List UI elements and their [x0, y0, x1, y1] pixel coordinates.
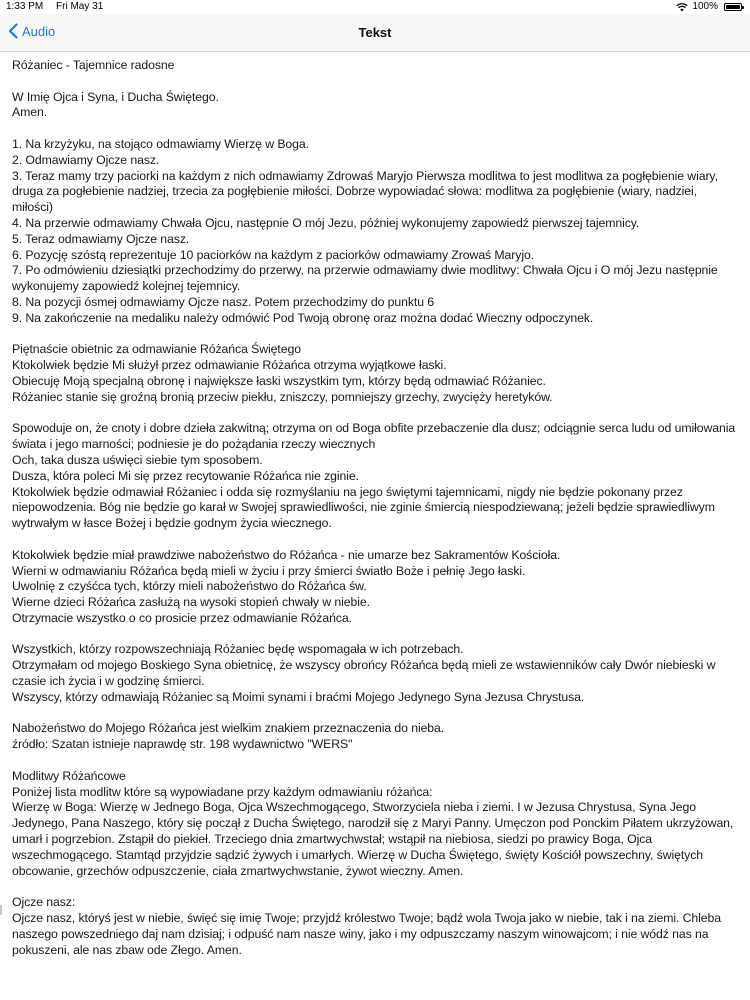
text-line: Ojcze nasz: — [12, 895, 76, 910]
text-paragraph — [12, 721, 740, 753]
page-title: Tekst — [358, 25, 392, 40]
text-line: Wszyscy, którzy odmawiają Różaniec są Moimi synami i braćmi Mojego Jedynego Syna Jezusa Chrystusa. — [12, 689, 585, 704]
scroll-edge-marker — [0, 905, 2, 915]
text-line: Ktokolwiek będzie miał prawdziwe nabożeństwo do Różańca - nie umarze bez Sakramentów Kościoła. — [12, 547, 561, 562]
text-line: 8. Na pozycji ósmej odmawiamy Ojcze nasz. Potem przechodzimy do punktu 6 — [12, 294, 435, 309]
text-line: 3. Teraz mamy trzy paciorki na każdym z nich odmawiamy Zdrowaś Maryjo Pierwsza modlitwa to jest modlitwa za pogłębienie wiary, druga za pogłebienie nadziej, trzecia za pogłębienie miłości. Dobrze wypowiadać słowa: modlitwa za pogłębienie (wiary, nadziei, miłości) — [12, 168, 718, 215]
status-right — [676, 0, 742, 14]
back-button-label: Audio — [22, 23, 56, 39]
text-paragraph — [12, 895, 740, 958]
text-line: Wierni w odmawianiu Różańca będą mieli w życiu i przy śmierci światło Boże i pełnię Jego łaski. — [12, 563, 526, 578]
text-line: źródło: Szatan istnieje naprawdę str. 198 wydawnictwo "WERS" — [12, 737, 353, 752]
text-line: Otrzymacie wszystko o co prosicie przez odmawianie Różańca. — [12, 610, 352, 625]
text-paragraph — [12, 137, 740, 327]
text-line: Wierne dzieci Różańca zasłużą na wysoki stopień chwały w niebie. — [12, 595, 370, 610]
text-line: 1. Na krzyżyku, na stojąco odmawiamy Wierzę w Boga. — [12, 136, 309, 151]
text-paragraph — [12, 548, 740, 627]
battery-percent: 100% — [692, 1, 718, 12]
navigation-bar — [0, 14, 750, 52]
text-content[interactable] — [12, 58, 740, 974]
text-line: Spowoduje on, że cnoty i dobre dzieła zakwitną; otrzyma on od Boga obfite przebaczenie dla dusz; odciągnie serca ludu od umiłowania świata i jego marności; podniesie je do pożądania rzeczy wiecznych — [12, 421, 736, 452]
text-paragraph — [12, 642, 740, 705]
wifi-icon — [676, 2, 688, 12]
text-line: Piętnaście obietnic za odmawianie Różańca Świętego — [12, 342, 301, 357]
text-line: 5. Teraz odmawiamy Ojcze nasz. — [12, 231, 190, 246]
text-line: Ktokolwiek będzie Mi służył przez odmawianie Różańca otrzyma wyjątkowe łaski. — [12, 358, 447, 373]
text-line: Ojcze nasz, któryś jest w niebie, święć się imię Twoje; przyjdź królestwo Twoje; bądź wola Twoja jako w niebie, tak i na ziemi. Chleba naszego powszedniego daj nam dzisiaj; i odpuść nam nasze winy, jako i my odpuszczamy naszym winowajcom; i nie wódź nas na pokuszeni, ale nas zbaw ode Złego. Amen. — [12, 911, 722, 957]
battery-icon — [724, 3, 742, 11]
text-paragraph — [12, 342, 740, 405]
text-line: Otrzymałam od mojego Boskiego Syna obietnicę, że wszyscy obrońcy Różańca będą mieli ze wstawienników cały Dwór niebieski w czasie ich życia i w godzinę śmierci. — [12, 658, 716, 689]
text-paragraph — [12, 769, 740, 880]
text-line: Dusza, która poleci Mi się przez recytowanie Różańca nie zginie. — [12, 468, 359, 483]
status-time: 1:33 PM — [6, 1, 44, 12]
text-paragraph — [12, 90, 740, 122]
text-paragraph — [12, 421, 740, 532]
text-line: Ktokolwiek będzie odmawiał Różaniec i odda się rozmyślaniu na jego świętymi tajemnicami, nigdy nie będzie pokonany przez niepowodzenia. Bóg nie będzie go karał w Swojej sprawiedliwości, nie zginie śmiercią niespodziewaną; jeżeli będzie sprawiedliwym wytrwałym w łasce Bożej i będzie godnym życia wiecznego. — [12, 484, 715, 531]
status-left — [6, 0, 113, 14]
text-line: 4. Na przerwie odmawiamy Chwała Ojcu, następnie O mój Jezu, później wykonujemy zapowiedź pierwszej tajemnicy. — [12, 215, 640, 230]
text-line: Wierzę w Boga: Wierzę w Jednego Boga, Ojca Wszechmogącego, Stworzyciela nieba i ziemi. I w Jezusa Chrystusa, Syna Jego Jedynego, Pana Naszego, który się począł z Ducha Świętego, narodził się z Maryi Panny. Umęczon pod Ponckim Piłatem ukrzyżowan, umarł i pogrzebion. Zstąpił do piekieł. Trzeciego dnia zmartwychwstał; wstąpił na niebiosa, siedzi po prawicy Boga, Ojca wszechmogącego. Stamtąd przyjdzie sądzić żywych i umarłych. Wierzę w Ducha Świętego, święty Kościół powszechny, świętych obcowanie, grzechów odpuszczenie, ciała zmartwychwstanie, żywot wieczny. Amen. — [12, 800, 734, 878]
text-line: Uwolnię z czyśćca tych, którzy mieli nabożeństwo do Różańca św. — [12, 579, 367, 594]
text-line: Wszystkich, którzy rozpowszechniają Różaniec będę wspomagała w ich potrzebach. — [12, 642, 464, 657]
text-line: W Imię Ojca i Syna, i Ducha Świętego. — [12, 89, 219, 104]
text-line: 6. Pozycję szóstą reprezentuje 10 paciorków na każdym z paciorków odmawiamy Zrowaś Maryjo. — [12, 247, 535, 262]
status-bar — [0, 0, 750, 14]
text-line: Nabożeństwo do Mojego Różańca jest wielkim znakiem przeznaczenia do nieba. — [12, 721, 445, 736]
text-line: 2. Odmawiamy Ojcze nasz. — [12, 152, 160, 167]
text-line: Och, taka dusza uświęci siebie tym sposobem. — [12, 452, 263, 467]
text-line: Różaniec - Tajemnice radosne — [12, 58, 175, 72]
text-line: Obiecuję Moją specjalną obronę i największe łaski wszystkim tym, którzy będą odmawiać Różaniec. — [12, 373, 546, 388]
text-paragraph — [12, 58, 740, 74]
status-date: Fri May 31 — [56, 1, 104, 12]
text-line: Poniżej lista modlitw które są wypowiadane przy każdym odmawianiu różańca: — [12, 784, 433, 799]
text-line: 7. Po odmówieniu dziesiątki przechodzimy do przerwy, na przerwie odmawiamy dwie modlitwy: Chwała Ojcu i O mój Jezu następnie wykonujemy zapowiedź kolejnej tejemnicy. — [12, 263, 718, 294]
text-line: Różaniec stanie się groźną bronią przeciw piekłu, zniszczy, pomniejszy grzechy, zwycięży heretyków. — [12, 389, 553, 404]
text-line: Modlitwy Różańcowe — [12, 768, 126, 783]
text-line: Amen. — [12, 105, 48, 120]
text-line: 9. Na zakończenie na medaliku należy odmówić Pod Twoją obronę oraz można dodać Wieczny odpoczynek. — [12, 310, 594, 325]
